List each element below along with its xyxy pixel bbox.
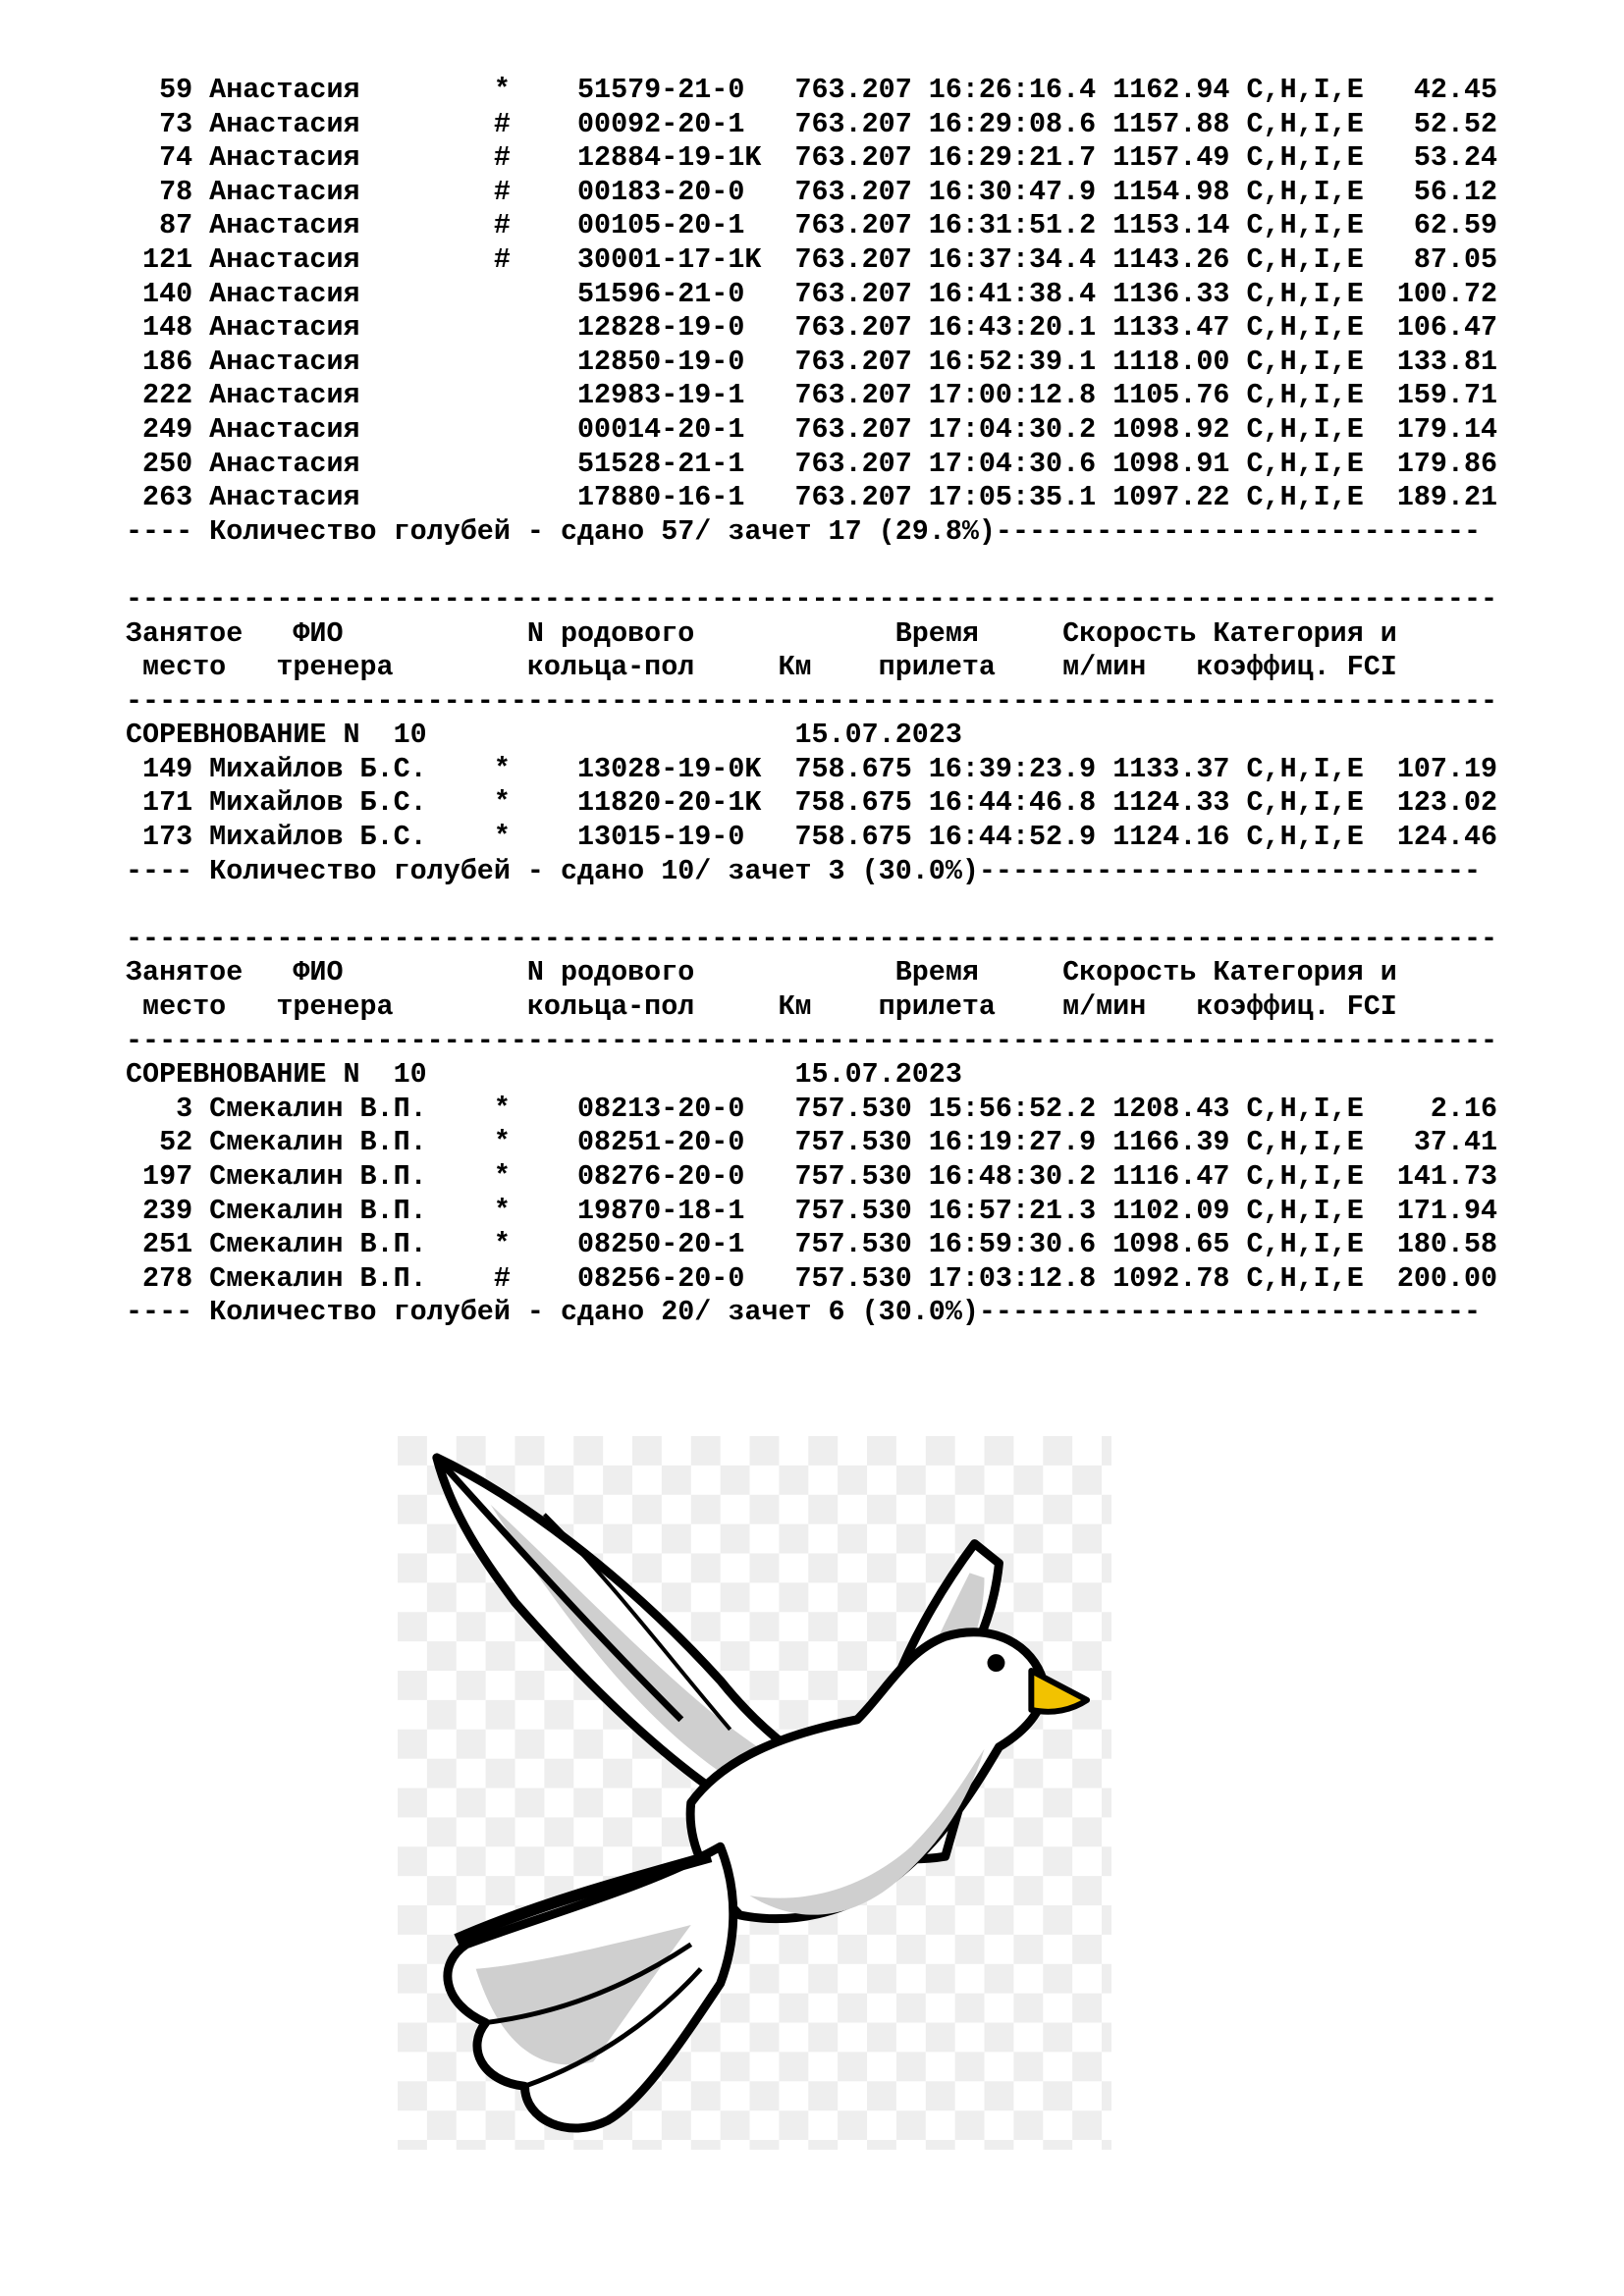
table-row: 78 Анастасия # 00183-20-0 763.207 16:30:47.9 1154.98 C,H,I,E 56.12 [126,175,1498,208]
table-row: 197 Смекалин В.П. * 08276-20-0 757.530 16:48:30.2 1116.47 C,H,I,E 141.73 [126,1160,1498,1193]
spacer [126,888,1598,923]
table-row: 249 Анастасия 00014-20-1 763.207 17:04:30.2 1098.92 C,H,I,E 179.14 [126,412,1498,446]
divider-line: ---------------------------------------------------------------------------------- [126,684,1498,718]
table-row: 3 Смекалин В.П. * 08213-20-0 757.530 15:56:52.2 1208.43 C,H,I,E 2.16 [126,1092,1498,1125]
table-row: 186 Анастасия 12850-19-0 763.207 16:52:39.1 1118.00 C,H,I,E 133.81 [126,345,1498,378]
summary-line: ---- Количество голубей - сдано 57/ зачет 17 (29.8%)----------------------------- [126,514,1482,548]
table-row: 149 Михайлов Б.С. * 13028-19-0K 758.675 16:39:23.9 1133.37 C,H,I,E 107.19 [126,752,1498,785]
table-row: 251 Смекалин В.П. * 08250-20-1 757.530 16:59:30.6 1098.65 C,H,I,E 180.58 [126,1228,1498,1261]
table-row: 263 Анастасия 17880-16-1 763.207 17:05:35.1 1097.22 C,H,I,E 189.21 [126,481,1498,514]
results-sheet [126,74,1598,1330]
competition-heading: СОРЕВНОВАНИЕ N 10 15.07.2023 [126,719,962,752]
section-mikhailov [126,583,1598,888]
section-smekalin [126,923,1598,1330]
summary-line: ---- Количество голубей - сдано 10/ зачет 3 (30.0%)------------------------------ [126,854,1482,887]
table-row: 222 Анастасия 12983-19-1 763.207 17:00:12.8 1105.76 C,H,I,E 159.71 [126,379,1498,412]
table-row: 121 Анастасия # 30001-17-1K 763.207 16:37:34.4 1143.26 C,H,I,E 87.05 [126,242,1498,276]
column-header-line-1: Занятое ФИО N родового Время Скорость Категория и [126,616,1397,650]
column-header-line-2: место тренера кольца-пол Км прилета м/мин коэффиц. FCI [126,990,1397,1024]
divider-line: ---------------------------------------------------------------------------------- [126,922,1498,955]
dove-icon [398,1436,1111,2150]
divider-line: ---------------------------------------------------------------------------------- [126,582,1498,615]
table-row: 148 Анастасия 12828-19-0 763.207 16:43:20.1 1133.47 C,H,I,E 106.47 [126,311,1498,345]
table-row: 52 Смекалин В.П. * 08251-20-0 757.530 16:19:27.9 1166.39 C,H,I,E 37.41 [126,1126,1498,1159]
table-row: 278 Смекалин В.П. # 08256-20-0 757.530 17:03:12.8 1092.78 C,H,I,E 200.00 [126,1261,1498,1295]
divider-line: ---------------------------------------------------------------------------------- [126,1024,1498,1057]
table-row: 250 Анастасия 51528-21-1 763.207 17:04:30.6 1098.91 C,H,I,E 179.86 [126,447,1498,480]
eye [988,1654,1005,1672]
competition-heading: СОРЕВНОВАНИЕ N 10 15.07.2023 [126,1058,962,1092]
table-row: 239 Смекалин В.П. * 19870-18-1 757.530 16:57:21.3 1102.09 C,H,I,E 171.94 [126,1194,1498,1227]
spacer [126,549,1598,583]
table-row: 74 Анастасия # 12884-19-1K 763.207 16:29:21.7 1157.49 C,H,I,E 53.24 [126,141,1498,175]
section-continued [126,74,1598,549]
column-header-line-2: место тренера кольца-пол Км прилета м/мин коэффиц. FCI [126,651,1397,684]
table-row: 140 Анастасия 51596-21-0 763.207 16:41:38.4 1136.33 C,H,I,E 100.72 [126,277,1498,310]
table-row: 87 Анастасия # 00105-20-1 763.207 16:31:51.2 1153.14 C,H,I,E 62.59 [126,209,1498,242]
summary-line: ---- Количество голубей - сдано 20/ зачет 6 (30.0%)------------------------------ [126,1296,1482,1329]
column-header-line-1: Занятое ФИО N родового Время Скорость Категория и [126,956,1397,989]
table-row: 73 Анастасия # 00092-20-1 763.207 16:29:08.6 1157.88 C,H,I,E 52.52 [126,107,1498,140]
table-row: 173 Михайлов Б.С. * 13015-19-0 758.675 16:44:52.9 1124.16 C,H,I,E 124.46 [126,821,1498,854]
table-row: 59 Анастасия * 51579-21-0 763.207 16:26:16.4 1162.94 C,H,I,E 42.45 [126,74,1498,106]
table-row: 171 Михайлов Б.С. * 11820-20-1K 758.675 16:44:46.8 1124.33 C,H,I,E 123.02 [126,786,1498,820]
